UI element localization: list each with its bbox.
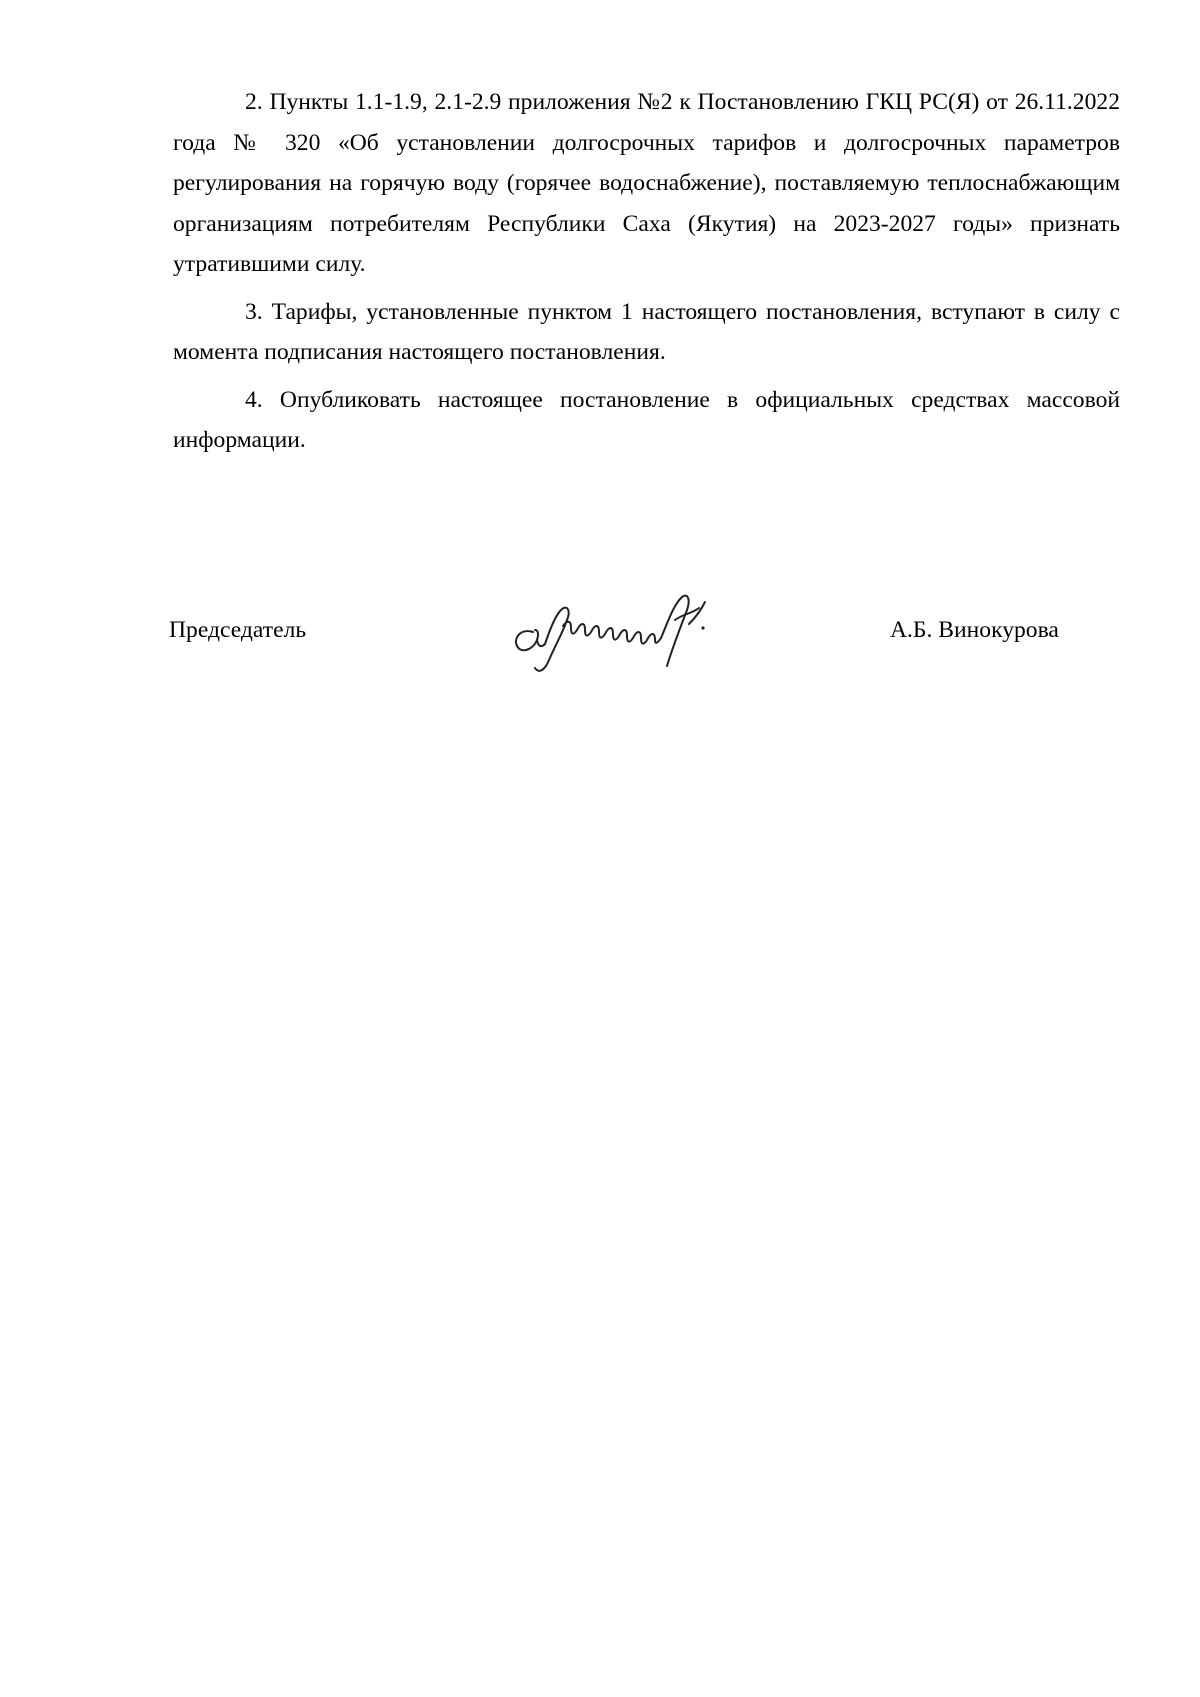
signer-name: А.Б. Винокурова — [890, 617, 1059, 643]
paragraph-3: 3. Тарифы, установленные пунктом 1 настоящего постановления, вступают в силу с момента подписания настоящего постановления. — [173, 298, 1120, 365]
signer-title: Председатель — [169, 617, 307, 643]
handwritten-signature-icon — [505, 580, 735, 675]
document-body — [173, 82, 1120, 468]
signature-block — [0, 580, 1200, 680]
paragraph-2: 2. Пункты 1.1-1.9, 2.1-2.9 приложения №2 к Постановлению ГКЦ РС(Я) от 26.11.2022 года № 320 «Об установлении долгосрочных тарифов и долгосрочных параметров регулирования на горячую воду (горячее водоснабжение), поставляемую теплоснабжающим организациям потребителям Республики Саха (Якутия) на 2023-2027 годы» признать утратившими силу. — [173, 89, 1120, 277]
paragraph-4: 4. Опубликовать настоящее постановление в официальных средствах массовой информации. — [173, 386, 1120, 453]
